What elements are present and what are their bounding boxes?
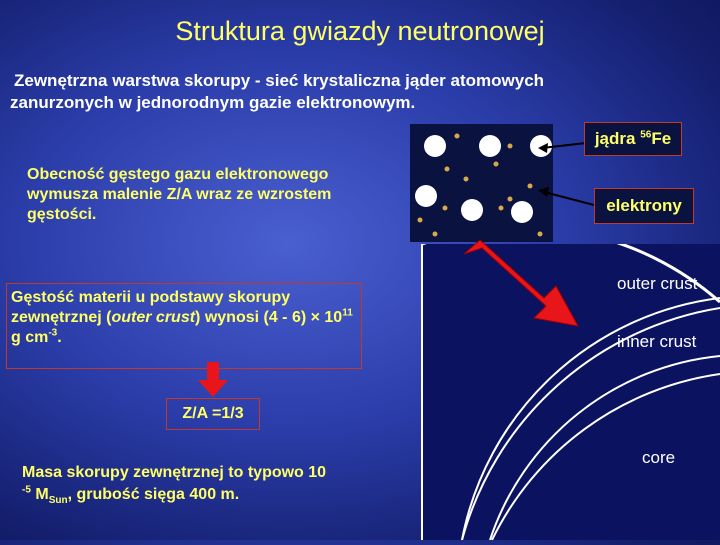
inner-crust-label: inner crust <box>617 332 697 351</box>
electron <box>418 218 423 223</box>
electron <box>499 206 504 211</box>
mass-text-c: , grubość sięga 400 m. <box>67 486 240 503</box>
intro-line-1: Zewnętrzna warstwa skorupy - sieć krystaliczna jąder atomowych <box>14 71 545 90</box>
electron <box>494 162 499 167</box>
mass-text-a: Masa skorupy zewnętrznej to typowo 10 <box>22 464 327 481</box>
density-box <box>6 283 362 369</box>
nuclei-label-sup: 56 <box>640 129 652 141</box>
density-text-d: . <box>57 329 62 346</box>
electron <box>508 144 513 149</box>
nucleus <box>424 135 446 157</box>
electron <box>445 167 450 172</box>
nucleus <box>479 135 501 157</box>
electron <box>455 134 460 139</box>
electron <box>464 177 469 182</box>
electron <box>433 232 438 237</box>
mass-text-b: M <box>30 486 49 503</box>
density-text-c: g cm <box>11 329 49 346</box>
mass-exp: -5 <box>22 484 31 496</box>
density-exp-2: -3 <box>48 327 58 339</box>
page-title: Struktura gwiazdy neutronowej <box>175 16 545 46</box>
outer-crust-label: outer crust <box>617 274 698 293</box>
intro-text <box>10 70 670 114</box>
nucleus <box>461 199 483 221</box>
density-text-a: Gęstość materii u podstawy skorupy zewnętrznej ( <box>11 289 291 326</box>
nuclei-label-prefix: jądra <box>594 129 641 148</box>
nuclei-label <box>584 122 682 156</box>
electrons-label: elektrony <box>594 188 694 224</box>
down-arrow-icon <box>198 362 228 398</box>
electron <box>443 206 448 211</box>
core-label: core <box>642 448 676 467</box>
nuclei-label-suffix: Fe <box>651 129 672 148</box>
electron <box>508 197 513 202</box>
density-exp-1: 11 <box>342 307 353 319</box>
electron-gas-note: Obecność gęstego gazu elektronowego wymusza malenie Z/A wraz ze wzrostem gęstości. <box>27 166 332 223</box>
crust-arrow-icon <box>460 236 600 336</box>
density-text-b: ) wynosi (4 - 6) × 10 <box>195 309 343 326</box>
z-over-a-box: Z/A =1/3 <box>166 398 260 430</box>
density-italic: outer crust <box>111 309 196 326</box>
intro-line-2: zanurzonych w jednorodnym gazie elektronowym. <box>10 93 416 112</box>
nucleus <box>415 185 437 207</box>
crust-mass-note <box>22 462 412 506</box>
mass-sub: Sun <box>48 495 68 507</box>
